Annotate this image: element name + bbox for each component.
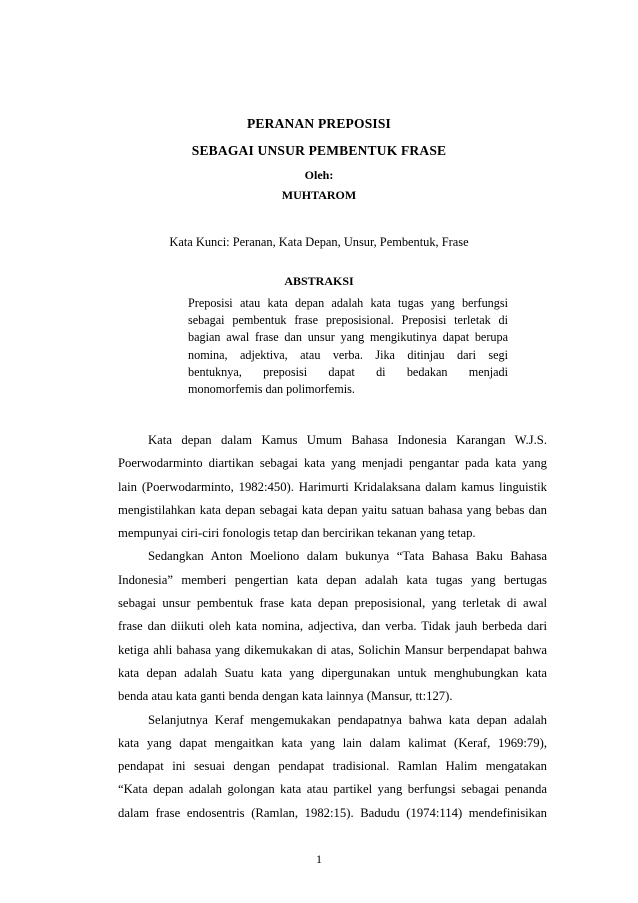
byline-label: Oleh:	[304, 168, 334, 182]
keywords-line: Kata Kunci: Peranan, Kata Depan, Unsur, Pembentuk, Frase	[169, 235, 469, 249]
body-line: lain (Poerwodarminto, 1982:450). Harimurti Kridalaksana dalam kamus linguistik	[118, 479, 547, 494]
body-line: dalam frase endosentris (Ramlan, 1982:15). Badudu (1974:114) mendefinisikan	[118, 805, 547, 820]
body-line: Kata depan dalam Kamus Umum Bahasa Indonesia Karangan W.J.S.	[148, 433, 547, 447]
author-name: MUHTAROM	[281, 188, 357, 202]
body-line: pendapat ini sesuai dengan pendapat tradisional. Ramlan Halim mengatakan	[118, 759, 547, 774]
abstract-line: bentuknya, preposisi dapat di bedakan menjadi	[188, 364, 508, 379]
body-line: sebagai unsur pembentuk frase kata depan preposisional, yang terletak di awal	[118, 596, 547, 611]
abstract-line: Preposisi atau kata depan adalah kata tugas yang berfungsi	[188, 296, 508, 310]
title-line-1: PERANAN PREPOSISI	[246, 116, 392, 131]
body-line: Selanjutnya Keraf mengemukakan pendapatnya bahwa kata depan adalah	[148, 712, 547, 727]
body-line: mempunyai ciri-ciri fonologis tetap dan bercirikan tekanan yang tetap.	[118, 526, 476, 541]
abstract-line: bagian awal frase dan unsur yang mengikutinya dapat berupa	[188, 330, 508, 345]
abstract-body	[188, 295, 508, 398]
body-line: kata depan adalah Suatu kata yang dipergunakan untuk menghubungkan kata	[118, 665, 547, 680]
body-text	[118, 429, 547, 825]
body-line: ketiga ahli bahasa yang dikemukakan di atas, Solichin Mansur berpendapat bahwa	[118, 642, 547, 657]
body-line: Indonesia” memberi pengertian kata depan adalah kata tugas yang bertugas	[118, 572, 547, 587]
body-line: “Kata depan adalah golongan kata atau partikel yang berfungsi sebagai penanda	[118, 782, 547, 797]
body-line: mengistilahkan kata depan sebagai kata depan yaitu satuan bahasa yang bebas dan	[118, 502, 547, 517]
abstract-line: sebagai pembentuk frase preposisional. Preposisi terletak di	[188, 313, 508, 328]
page-number: 1	[316, 852, 322, 866]
body-line: benda atau kata ganti benda dengan kata lainnya (Mansur, tt:127).	[118, 689, 453, 704]
abstract-heading: ABSTRAKSI	[284, 274, 354, 288]
body-line: Poerwodarminto diartikan sebagai kata yang menjadi pengantar pada kata yang	[118, 456, 547, 471]
abstract-line: monomorfemis dan polimorfemis.	[188, 382, 355, 397]
title-line-2: SEBAGAI UNSUR PEMBENTUK FRASE	[191, 143, 447, 158]
abstract-line: nomina, adjektiva, atau verba. Jika ditinjau dari segi	[188, 347, 508, 362]
body-line: Sedangkan Anton Moeliono dalam bukunya “Tata Bahasa Baku Bahasa	[148, 549, 547, 564]
body-line: frase dan diikuti oleh kata nomina, adjectiva, dan verba. Tidak jauh berbeda dari	[118, 619, 547, 634]
body-line: kata yang dapat mengaitkan kata yang lain dalam kalimat (Keraf, 1969:79),	[118, 735, 547, 750]
